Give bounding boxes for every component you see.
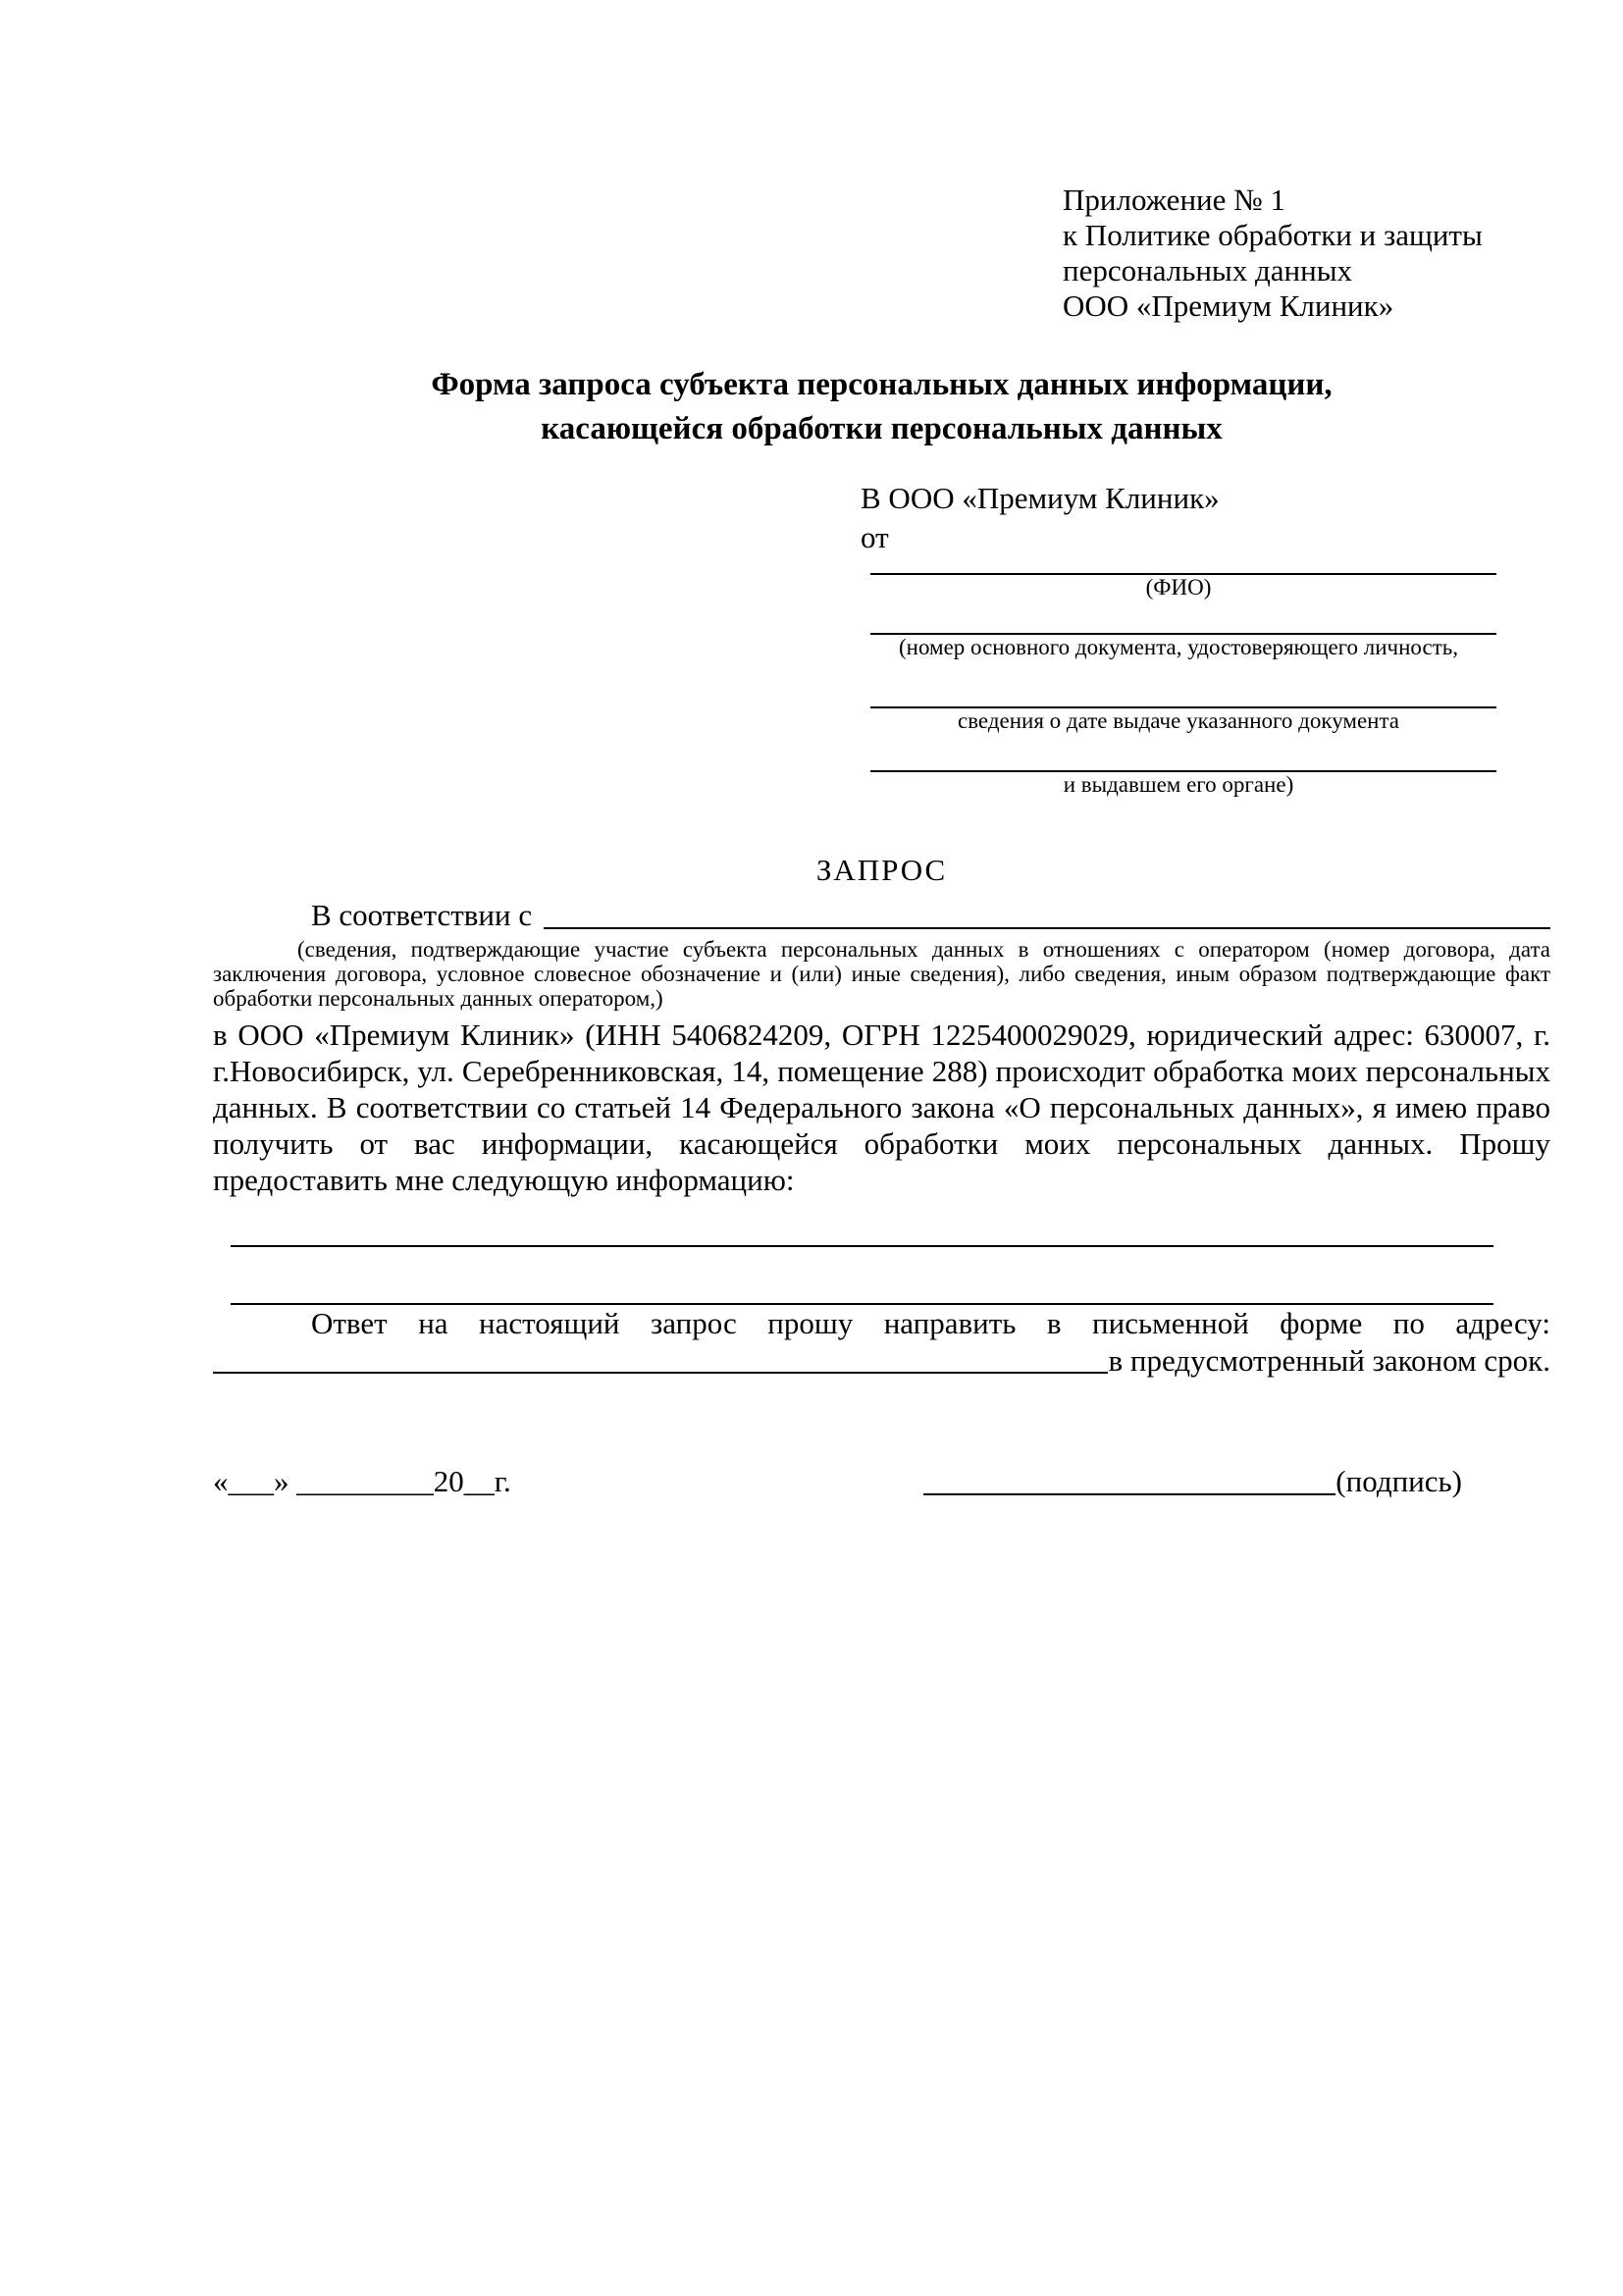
addressee-from-label: от (861, 520, 889, 554)
appendix-note-line: ООО «Премиум Клиник» (1063, 288, 1394, 323)
signature-blank-line (923, 1493, 1335, 1495)
document-number-caption: (номер основного документа, удостоверяющего личность, (898, 635, 1458, 659)
information-blank-line (231, 1245, 1493, 1247)
appendix-note-line: персональных данных (1063, 253, 1353, 287)
response-address-row (213, 1342, 1550, 1380)
request-heading: ЗАПРОС (815, 853, 948, 887)
issue-date-caption: сведения о дате выдаче указанного документа (957, 708, 1400, 733)
date-signature-row (213, 1462, 1550, 1501)
document-title-line: Форма запроса субъекта персональных данных информации, (431, 367, 1333, 402)
appendix-note-line: к Политике обработки и защиты (1063, 218, 1483, 252)
signature-caption: (подпись) (1335, 1464, 1462, 1498)
date-field: «___» _________20__г. (213, 1464, 511, 1498)
appendix-note-line: Приложение № 1 (1063, 183, 1285, 217)
address-blank-line (213, 1372, 1108, 1374)
lead-row (213, 896, 1550, 935)
document-content (213, 0, 1550, 1501)
issue-date-blank-line (870, 660, 1496, 708)
fio-caption: (ФИО) (1145, 575, 1212, 600)
response-tail: в предусмотренный законом срок. (1108, 1343, 1550, 1378)
signature-group (923, 1462, 1462, 1501)
fio-blank-line (870, 557, 1496, 575)
lead-blank-line (544, 927, 1550, 929)
appendix-note (1063, 0, 1550, 324)
document-number-blank-line (870, 600, 1496, 635)
lead-text: В соответствии с (311, 898, 533, 932)
issuing-authority-caption: и выдавшем его органе) (1063, 772, 1294, 797)
response-paragraph: Ответ на настоящий запрос прошу направить в письменной форме по адресу: (311, 1306, 1550, 1340)
addressee-to: В ООО «Премиум Клиник» (861, 481, 1220, 515)
document-title-line: касающейся обработки персональных данных (541, 411, 1223, 446)
body-paragraph: в ООО «Премиум Клиник» (ИНН 5406824209, ОГРН 1225400029029, юридический адрес: 630007, г. г.Новосибирск, ул. Серебренниковская, 14, помещение 288) происходит обработка моих персональных данных. В соответствии со статьей 14 Федерального закона «О персональных данных», я имею право получить от вас информации, касающейся обработки моих персональных данных. Прошу предоставить мне следующую информацию: (213, 1018, 1550, 1197)
addressee-block (861, 479, 1496, 798)
issuing-authority-blank-line (870, 734, 1496, 772)
document-title (213, 363, 1550, 451)
note-paragraph: (сведения, подтверждающие участие субъекта персональных данных в отношениях с оператором (номер договора, дата заключения договора, условное словесное обозначение и (или) иные сведения), либо сведения, иным образом подтверждающие факт обработки персональных данных оператором,) (213, 937, 1550, 1011)
